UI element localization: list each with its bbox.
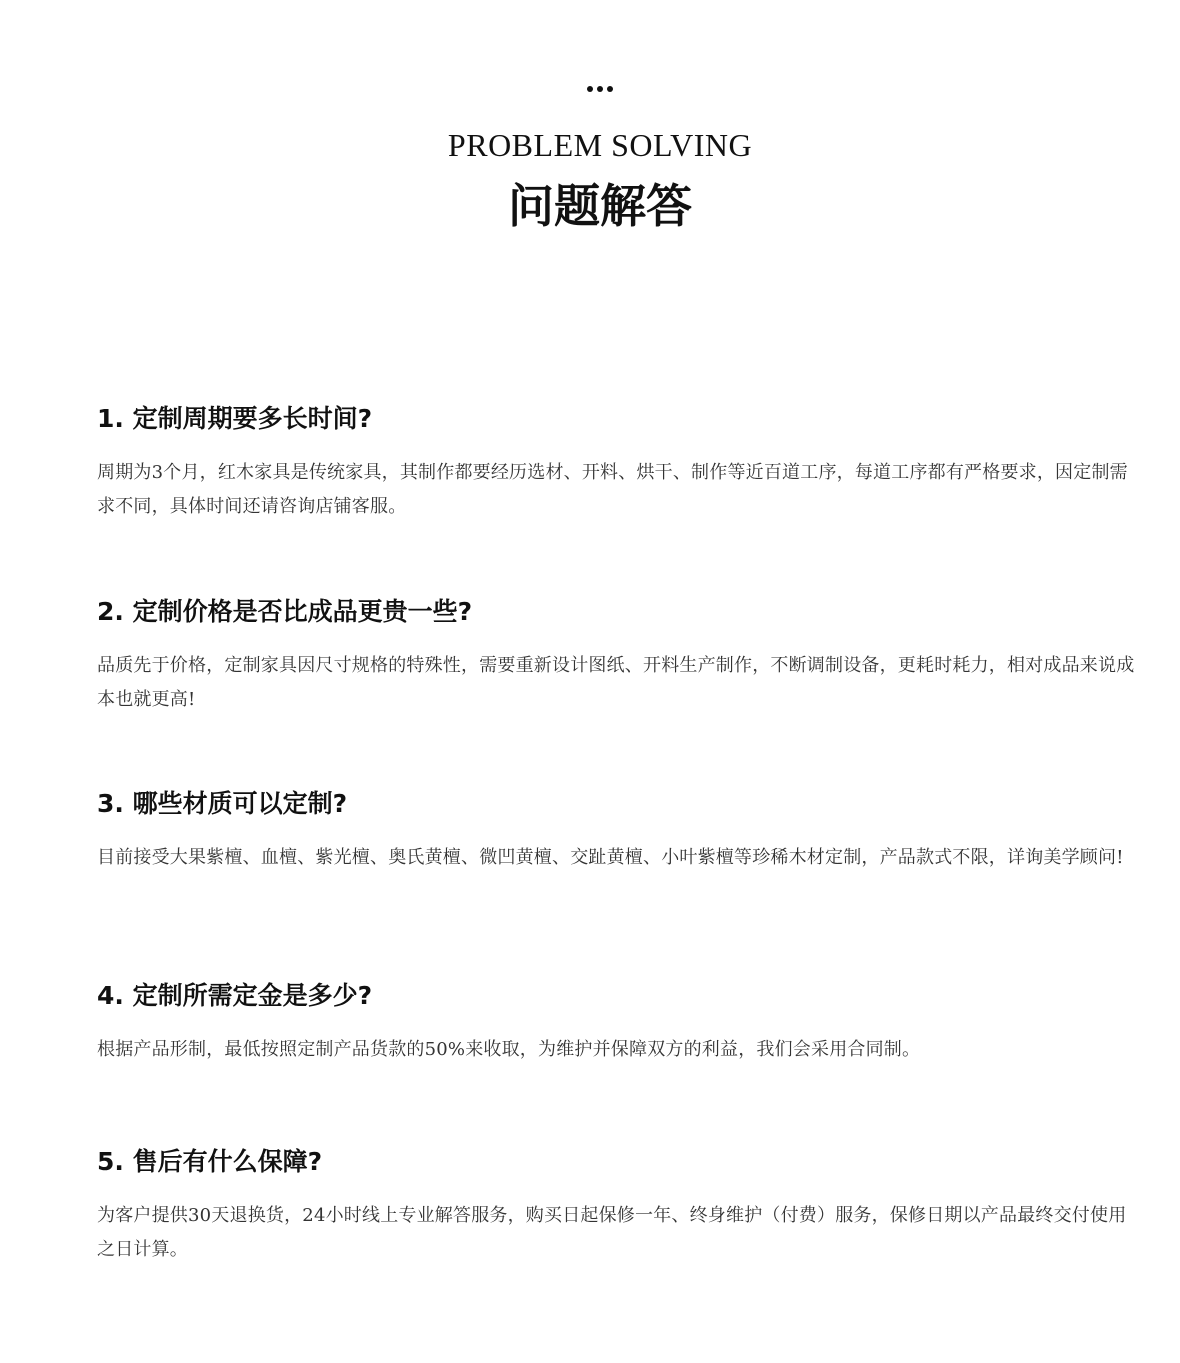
faq-answer: 为客户提供30天退换货，24小时线上专业解答服务，购买日起保修一年、终身维护（付费）服务，保修日期以产品最终交付使用之日计算。 [97, 1205, 1127, 1260]
faq-item-2 [97, 595, 1137, 717]
faq-item-5 [97, 1145, 1137, 1267]
page-header [0, 86, 1180, 236]
page-title: 问题解答 [508, 179, 692, 233]
faq-question: 5. 售后有什么保障? [97, 1147, 323, 1176]
faq-answer: 目前接受大果紫檀、血檀、紫光檀、奥氏黄檀、微凹黄檀、交趾黄檀、小叶紫檀等珍稀木材定制，产品款式不限，详询美学顾问! [97, 847, 1124, 868]
faq-question: 4. 定制所需定金是多少? [97, 981, 373, 1010]
english-title: PROBLEM SOLVING [447, 127, 753, 163]
dot [587, 86, 593, 92]
faq-item-3 [97, 787, 1137, 875]
faq-answer: 根据产品形制，最低按照定制产品货款的50%来收取，为维护并保障双方的利益，我们会采用合同制。 [97, 1039, 921, 1060]
faq-question: 3. 哪些材质可以定制? [97, 789, 348, 818]
dot [597, 86, 603, 92]
faq-item-1 [97, 402, 1137, 524]
faq-question: 1. 定制周期要多长时间? [97, 404, 373, 433]
faq-answer: 周期为3个月，红木家具是传统家具，其制作都要经历选材、开料、烘干、制作等近百道工序，每道工序都有严格要求，因定制需求不同，具体时间还请咨询店铺客服。 [97, 462, 1128, 517]
faq-answer: 品质先于价格，定制家具因尺寸规格的特殊性，需要重新设计图纸、开料生产制作，不断调制设备，更耗时耗力，相对成品来说成本也就更高! [97, 655, 1135, 710]
faq-item-4 [97, 979, 1137, 1067]
dot [607, 86, 613, 92]
faq-question: 2. 定制价格是否比成品更贵一些? [97, 597, 473, 626]
ellipsis-icon [20, 86, 1180, 96]
